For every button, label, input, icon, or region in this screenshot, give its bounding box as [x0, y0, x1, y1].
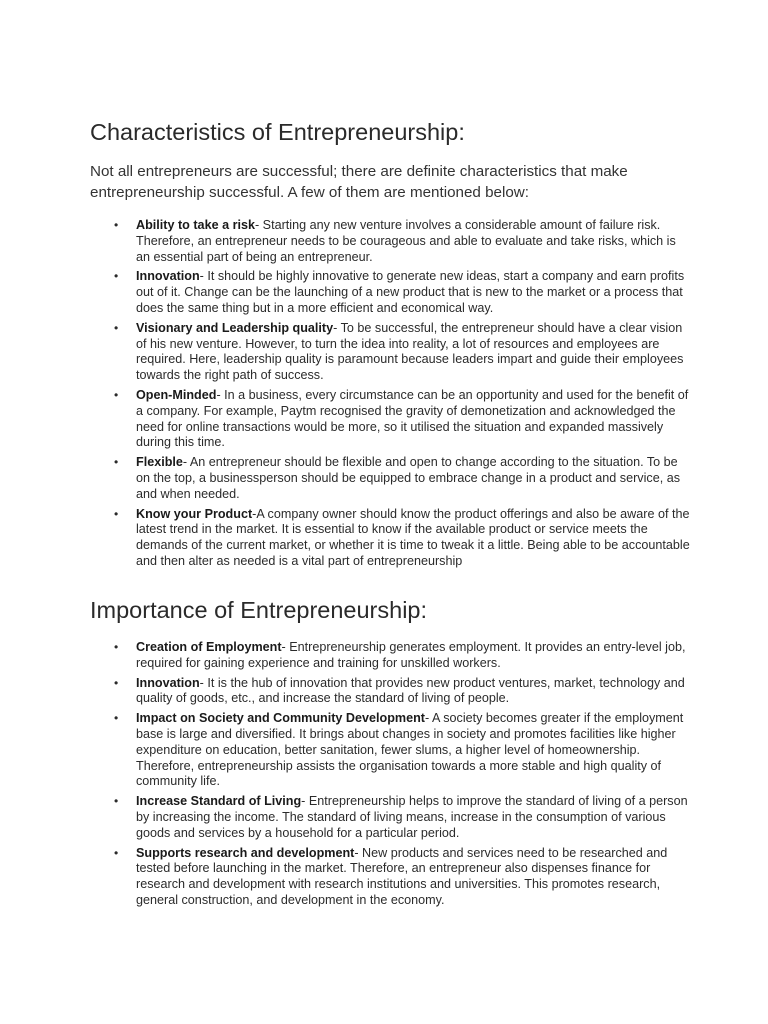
list-item [90, 507, 690, 570]
bullet-icon: • [114, 506, 119, 521]
item-text: - It is the hub of innovation that provides new product ventures, market, technology and quality of goods, etc., and increase the standard of living of people. [136, 675, 685, 706]
item-text: - A society becomes greater if the employment base is large and diversified. It brings about changes in society and promotes facilities like higher expenditure on education, better sanitation, fewer slums, a higher level of homeownership. Therefore, entrepreneurship assists the organisation towards a more stable and high quality of community life. [136, 711, 684, 789]
list-item [90, 794, 690, 841]
item-text: -A company owner should know the product offerings and also be aware of the latest trend in the market. It is essential to know if the available product or service meets the demands of the current market, or whether it is time to tweak it a little. Being able to be accountable and then alter as needed is a vital part of entrepreneurship [136, 506, 690, 568]
item-text: - Starting any new venture involves a considerable amount of failure risk. Therefore, an entrepreneur needs to be courageous and able to evaluate and take risks, which is an essential part of being an entrepreneur. [136, 218, 676, 264]
item-text: - Entrepreneurship helps to improve the standard of living of a person by increasing the income. The standard of living means, increase in the consumption of various goods and services by a household for a particular period. [136, 794, 688, 840]
list-item [90, 846, 690, 909]
item-text: - It should be highly innovative to generate new ideas, start a company and earn profits out of it. Change can be the launching of a new product that is new to the market or a process that does the same thing but in a more efficient and economical way. [136, 269, 685, 315]
item-term: Know your Product [136, 506, 253, 521]
item-term: Open-Minded [136, 387, 217, 402]
bullet-icon: • [114, 218, 119, 232]
characteristics-list [90, 218, 690, 570]
section-characteristics [90, 118, 690, 570]
bullet-icon: • [114, 794, 119, 809]
item-text: - An entrepreneur should be flexible and open to change according to the situation. To be on the top, a businessperson should be equipped to embrace change in a product and service, as and when needed. [136, 455, 680, 501]
item-term: Ability to take a risk [136, 218, 255, 232]
item-term: Flexible [136, 455, 183, 470]
item-text: - New products and services need to be researched and tested before launching in the market. Therefore, an entrepreneur also dispenses finance for research and development with research institutions and universities. This promotes research, general construction, and development in the economy. [136, 845, 668, 907]
bullet-icon: • [114, 711, 119, 726]
importance-list [90, 640, 690, 909]
list-item [90, 640, 690, 672]
section-title-characteristics: Characteristics of Entrepreneurship: [90, 119, 465, 145]
list-item [90, 676, 690, 708]
list-item [90, 218, 690, 265]
list-item [90, 269, 690, 316]
list-item [90, 711, 690, 790]
item-text: - Entrepreneurship generates employment. It provides an entry-level job, required for gaining experience and training for unskilled workers. [136, 640, 686, 670]
bullet-icon: • [114, 320, 119, 335]
bullet-icon: • [114, 269, 119, 284]
list-item [90, 455, 690, 502]
item-term: Impact on Society and Community Development [136, 711, 426, 726]
bullet-icon: • [114, 455, 119, 470]
bullet-icon: • [114, 387, 119, 402]
list-item [90, 388, 690, 451]
item-term: Innovation [136, 269, 200, 284]
item-text: - In a business, every circumstance can be an opportunity and used for the benefit of a company. For example, Paytm recognised the gravity of demonetization and acknowledged the need for online transactions would be more, so it utilised the situation and expanded massively during this time. [136, 387, 689, 450]
item-term: Innovation [136, 675, 200, 690]
item-term: Visionary and Leadership quality [136, 320, 334, 335]
list-item [90, 321, 690, 384]
bullet-icon: • [114, 845, 119, 860]
bullet-icon: • [114, 640, 119, 654]
bullet-icon: • [114, 675, 119, 690]
item-text: - To be successful, the entrepreneur should have a clear vision of his new venture. However, to turn the idea into reality, a lot of resources and employees are required. Here, leadership quality is paramount because leaders impart and guide their employees towards the right path of success. [136, 320, 684, 383]
item-term: Supports research and development [136, 845, 355, 860]
item-term: Creation of Employment [136, 640, 282, 654]
section-title-importance: Importance of Entrepreneurship: [90, 597, 428, 623]
section-importance [90, 596, 690, 909]
item-term: Increase Standard of Living [136, 794, 302, 809]
intro-paragraph: Not all entrepreneurs are successful; there are definite characteristics that make entrepreneurship successful. A few of them are mentioned below: [90, 163, 628, 201]
